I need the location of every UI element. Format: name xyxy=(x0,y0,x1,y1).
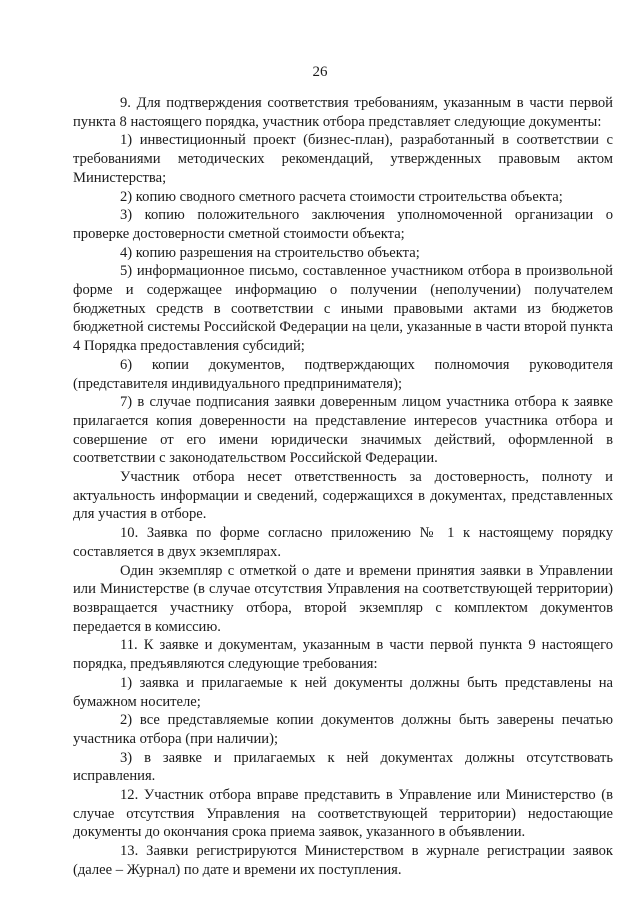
paragraph-12: 12. Участник отбора вправе представить в Управление или Министерство (в случае отсутствия Управления на соответствующей территории) недостающие документы до окончания срока приема заявок, указанного в объявлении. xyxy=(73,787,613,841)
paragraph-9: 9. Для подтверждения соответствия требованиям, указанным в части первой пункта 8 настоящего порядка, участник отбора представляет следующие документы: xyxy=(73,95,613,130)
paragraph-9-item-4: 4) копию разрешения на строительство объекта; xyxy=(120,244,420,261)
paragraph-11: 11. К заявке и документам, указанным в части первой пункта 9 настоящего порядка, предъявляются следующие требования: xyxy=(73,637,613,673)
paragraph-11-item-2: 2) все представляемые копии документов должны быть заверены печатью участника отбора (при наличии); xyxy=(73,712,613,747)
paragraph-9-item-2: 2) копию сводного сметного расчета стоимости строительства объекта; xyxy=(120,188,563,205)
paragraph-9-responsibility: Участник отбора несет ответственность за достоверность, полноту и актуальность информации и сведений, содержащихся в документах, представленных для участия в отборе. xyxy=(73,469,613,523)
paragraph-9-item-6: 6) копии документов, подтверждающих полномочия руководителя (представителя индивидуального предпринимателя); xyxy=(73,356,613,392)
paragraph-9-item-1: 1) инвестиционный проект (бизнес-план), разработанный в соответствии с требованиями методических рекомендаций, утвержденных правовым актом Министерства; xyxy=(73,132,613,186)
paragraph-9-item-3: 3) копию положительного заключения уполномоченной организации о проверке достоверности сметной стоимости объекта; xyxy=(73,207,613,242)
paragraph-11-item-1: 1) заявка и прилагаемые к ней документы должны быть представлены на бумажном носителе; xyxy=(73,674,613,710)
page-number: 26 xyxy=(312,64,328,80)
paragraph-9-item-7: 7) в случае подписания заявки доверенным лицом участника отбора к заявке прилагается копия доверенности на представление интересов участника отбора и совершение от его имени юридически значимых действий, оформленной в соответствии с законодательством Российской Федерации. xyxy=(73,394,613,467)
paragraph-10: 10. Заявка по форме согласно приложению № 1 к настоящему порядку составляется в двух экземплярах. xyxy=(73,525,613,560)
paragraph-13: 13. Заявки регистрируются Министерством в журнале регистрации заявок (далее – Журнал) по дате и времени их поступления. xyxy=(73,843,613,878)
paragraph-9-item-5: 5) информационное письмо, составленное участником отбора в произвольной форме и содержащее информацию о получении (неполучении) получателем бюджетных средств в соответствии с иными правовыми актами из бюджетов бюджетной системы Российской Федерации на цели, указанные в части второй пункта 4 Порядка предоставления субсидий; xyxy=(73,263,613,355)
document-body xyxy=(73,94,613,880)
paragraph-11-item-3: 3) в заявке и прилагаемых к ней документах должны отсутствовать исправления. xyxy=(73,749,613,785)
paragraph-10-copies: Один экземпляр с отметкой о дате и времени принятия заявки в Управлении или Министерстве (в случае отсутствия Управления на соответствующей территории) возвращается участнику отбора, второй экземпляр с комплектом документов передается в комиссию. xyxy=(73,562,613,635)
